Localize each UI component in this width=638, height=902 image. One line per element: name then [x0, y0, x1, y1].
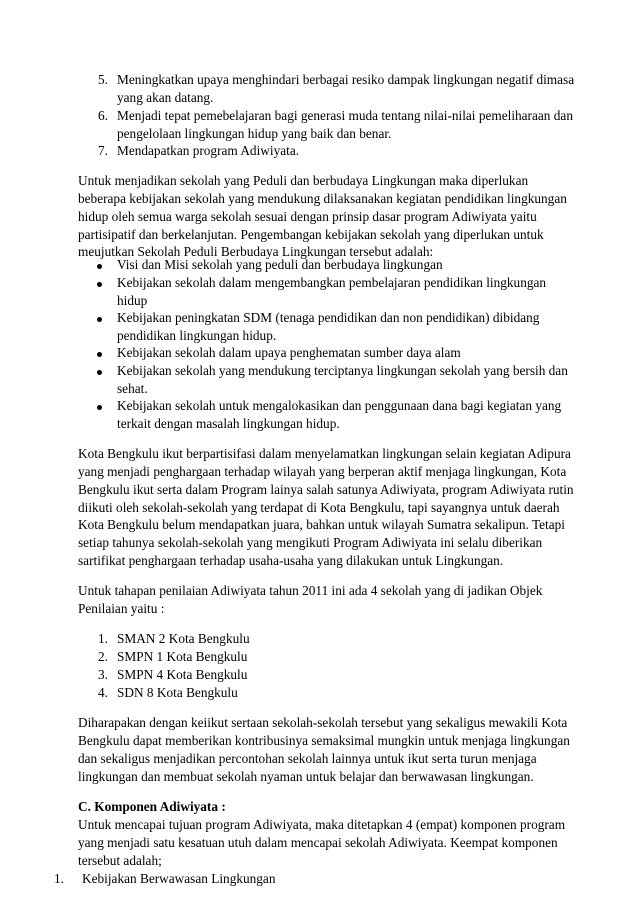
bullet-icon [97, 264, 102, 269]
paragraph-line: Untuk tahapan penilaian Adiwiyata tahun 2011 ini ada 4 sekolah yang di jadikan Objek [78, 583, 543, 598]
paragraph-line: yang menjadi penghargaan terhadap wilayah yang berperan aktif menjaga lingkungan, Kota [78, 464, 567, 479]
list-item: SMPN 1 Kota Bengkulu [117, 649, 248, 664]
list-item: SMAN 2 Kota Bengkulu [117, 631, 250, 646]
paragraph-line: lingkungan dan membuat sekolah nyaman untuk belajar dan berwawasan lingkungan. [78, 769, 534, 784]
paragraph-line: hidup oleh semua warga sekolah sesuai dengan prinsip dasar program Adiwiyata yaitu [78, 209, 537, 224]
bullet-icon [97, 317, 102, 322]
list-number: 1. [98, 631, 108, 646]
bullet-icon [97, 370, 102, 375]
list-item: SDN 8 Kota Bengkulu [117, 685, 238, 700]
bullet-item-line: Kebijakan peningkatan SDM (tenaga pendidikan dan non pendidikan) dibidang [117, 310, 540, 325]
list-number: 4. [98, 685, 108, 700]
bullet-item-line: Kebijakan sekolah untuk mengalokasikan dan penggunaan dana bagi kegiatan yang [117, 398, 562, 413]
list-number: 2. [98, 649, 108, 664]
paragraph-line: yang menjadi satu kesatuan utuh dalam mencapai sekolah Adiwiyata. Keempat komponen [78, 835, 558, 850]
paragraph-line: Bengkulu dapat memberikan kontribusinya semaksimal mungkin untuk menjaga lingkungan [78, 733, 570, 748]
list-number: 1. [54, 871, 64, 886]
list-item-line: pengelolaan lingkungan hidup yang baik dan benar. [117, 126, 392, 141]
bullet-icon [97, 405, 102, 410]
list-item-line: Menjadi tepat pemebelajaran bagi generasi muda tentang nilai-nilai pemeliharaan dan [117, 108, 573, 123]
bullet-item-line: sehat. [117, 381, 148, 396]
bullet-item-line: hidup [117, 293, 148, 308]
paragraph-line: meujutkan Sekolah Peduli Berbudaya Lingkungan tersebut adalah: [78, 244, 434, 259]
bullet-item-line: Visi dan Misi sekolah yang peduli dan berbudaya lingkungan [117, 257, 443, 272]
list-number: 6. [98, 108, 108, 123]
paragraph-line: partisipatif dan berkelanjutan. Pengembangan kebijakan sekolah yang diperlukan untuk [78, 227, 544, 242]
list-number: 7. [98, 143, 108, 158]
list-number: 5. [98, 72, 108, 87]
paragraph-line: Penilaian yaitu : [78, 601, 165, 616]
list-item-line: Meningkatkan upaya menghindari berbagai resiko dampak lingkungan negatif dimasa [117, 72, 575, 87]
section-heading: C. Komponen Adiwiyata : [78, 799, 226, 814]
paragraph-line: tersebut adalah; [78, 853, 162, 868]
list-number: 3. [98, 667, 108, 682]
paragraph-line: Diharapakan dengan keiikut sertaan sekolah-sekolah tersebut yang sekaligus mewakili Kota [78, 715, 568, 730]
paragraph-line: diikuti oleh sekolah-sekolah yang terdapat di Kota Bengkulu, tapi sayangnya untuk daerah [78, 500, 560, 515]
list-item-line: Mendapatkan program Adiwiyata. [117, 143, 300, 158]
paragraph-line: Untuk mencapai tujuan program Adiwiyata, maka ditetapkan 4 (empat) komponen program [78, 817, 566, 832]
paragraph-line: dan sekaligus menjadikan percontohan sekolah lainnya untuk ikut serta turun menjaga [78, 751, 537, 766]
bullet-item-line: Kebijakan sekolah dalam mengembangkan pembelajaran pendidikan lingkungan [117, 275, 547, 290]
list-item-line: yang akan datang. [117, 90, 214, 105]
list-item: SMPN 4 Kota Bengkulu [117, 667, 248, 682]
bullet-item-line: Kebijakan sekolah yang mendukung terciptanya lingkungan sekolah yang bersih dan [117, 363, 568, 378]
paragraph-line: beberapa kebijakan sekolah yang mendukung dilaksanakan kegiatan pendidikan lingkungan [78, 191, 567, 206]
paragraph-line: sartifikat penghargaan terhadap usaha-usaha yang dilakukan untuk Lingkungan. [78, 553, 504, 568]
bullet-item-line: Kebijakan sekolah dalam upaya penghematan sumber daya alam [117, 345, 461, 360]
bullet-item-line: pendidikan lingkungan hidup. [117, 328, 277, 343]
paragraph-line: Kota Bengkulu belum mendapatkan juara, bahkan untuk wilayah Sumatra sekalipun. Tetapi [78, 517, 565, 532]
paragraph-line: Bengkulu ikut serta dalam Program lainya salah satunya Adiwiyata, program Adiwiyata rutin [78, 482, 574, 497]
paragraph-line: setiap tahunya sekolah-sekolah yang mengikuti Program Adiwiyata ini selalu diberikan [78, 535, 543, 550]
bullet-icon [97, 352, 102, 357]
bullet-item-line: terkait dengan masalah lingkungan hidup. [117, 416, 340, 431]
paragraph-line: Untuk menjadikan sekolah yang Peduli dan berbudaya Lingkungan maka diperlukan [78, 173, 529, 188]
bullet-icon [97, 282, 102, 287]
list-item: Kebijakan Berwawasan Lingkungan [82, 871, 276, 886]
paragraph-line: Kota Bengkulu ikut berpartisifasi dalam menyelamatkan lingkungan selain kegiatan Adipura [78, 446, 571, 461]
